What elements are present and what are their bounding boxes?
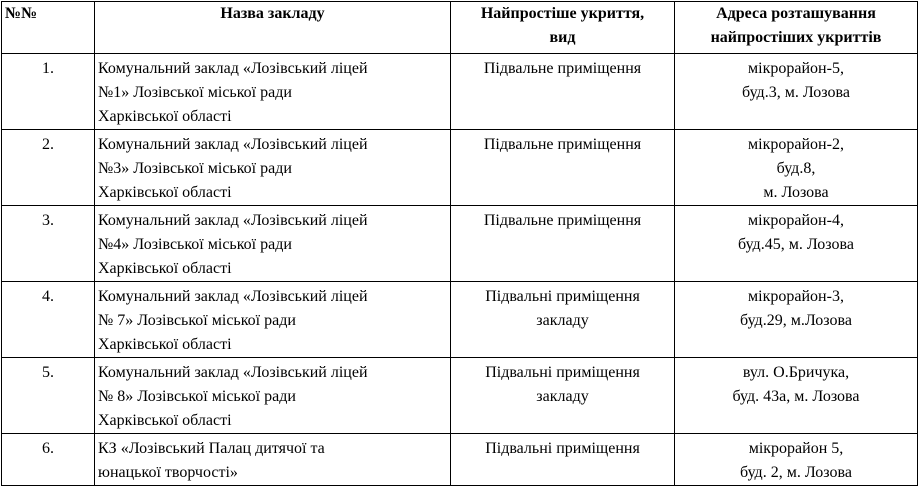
institution-name-line: Харківської області: [98, 260, 232, 277]
shelter-type-line: Підвальне приміщення: [483, 136, 642, 153]
shelter-address-line: мікрорайон-4,: [748, 212, 844, 229]
shelter-address-line: вул. О.Бричука,: [742, 364, 850, 381]
row-number: 3.: [2, 206, 95, 282]
table-row: [2, 130, 918, 206]
institution-name: [95, 434, 451, 486]
institution-name: [95, 206, 451, 282]
institution-name-line: № 7» Лозівської міської ради: [98, 312, 296, 329]
header-shelter-type-line1: Найпростіше укриття,: [480, 5, 645, 22]
row-number: 4.: [2, 282, 95, 358]
shelter-address-line: буд.45, м. Лозова: [738, 236, 854, 253]
header-address: [675, 2, 918, 54]
shelter-type: [451, 206, 675, 282]
shelter-type-line: закладу: [536, 312, 589, 329]
shelter-type-line: Підвальні приміщення: [485, 288, 640, 305]
institution-name-line: КЗ «Лозівський Палац дитячої та: [98, 440, 325, 457]
shelter-address-line: мікрорайон 5,: [748, 440, 844, 457]
institution-name: [95, 358, 451, 434]
shelter-address: [675, 206, 918, 282]
shelter-address: [675, 282, 918, 358]
shelter-type-line: Підвальні приміщення: [485, 440, 640, 457]
institution-name: [95, 54, 451, 130]
institution-name-line: юнацької творчості»: [98, 464, 238, 481]
shelter-type-line: Підвальне приміщення: [483, 212, 642, 229]
shelter-address-line: буд. 43а, м. Лозова: [732, 388, 860, 405]
shelter-type: [451, 358, 675, 434]
shelter-address: [675, 54, 918, 130]
shelter-address-line: буд.3, м. Лозова: [742, 84, 850, 101]
institution-name-line: № 8» Лозівської міської ради: [98, 388, 296, 405]
institution-name-line: Комунальний заклад «Лозівський ліцей: [98, 212, 368, 229]
shelter-type: [451, 130, 675, 206]
institution-name-line: Харківської області: [98, 184, 232, 201]
shelter-address-line: буд.29, м.Лозова: [740, 312, 852, 329]
row-number: 2.: [2, 130, 95, 206]
shelters-table: [1, 1, 918, 486]
institution-name-line: Комунальний заклад «Лозівський ліцей: [98, 288, 368, 305]
shelter-type: [451, 282, 675, 358]
institution-name-line: Харківської області: [98, 108, 232, 125]
shelter-type-line: закладу: [536, 388, 589, 405]
shelter-address: [675, 130, 918, 206]
institution-name-line: Комунальний заклад «Лозівський ліцей: [98, 364, 368, 381]
shelter-address-line: м. Лозова: [763, 184, 829, 201]
institution-name-line: Комунальний заклад «Лозівський ліцей: [98, 60, 368, 77]
table-row: [2, 358, 918, 434]
shelter-address-line: мікрорайон-3,: [748, 288, 844, 305]
institution-name-line: №4» Лозівської міської ради: [98, 236, 292, 253]
table-row: [2, 282, 918, 358]
header-shelter-type-line2: вид: [549, 29, 576, 46]
institution-name-line: Харківської області: [98, 412, 232, 429]
shelter-address-line: буд. 2, м. Лозова: [740, 464, 852, 481]
institution-name: [95, 282, 451, 358]
institution-name: [95, 130, 451, 206]
row-number: 6.: [2, 434, 95, 486]
institution-name-line: №1» Лозівської міської ради: [98, 84, 292, 101]
shelter-type-line: Підвальні приміщення: [485, 364, 640, 381]
header-row: [2, 2, 918, 54]
shelter-type: [451, 54, 675, 130]
shelter-type-line: Підвальне приміщення: [483, 60, 642, 77]
shelter-type: [451, 434, 675, 486]
shelter-address-line: мікрорайон-5,: [748, 60, 844, 77]
header-number: №№: [2, 2, 95, 54]
shelter-address-line: буд.8,: [776, 160, 816, 177]
header-name: Назва закладу: [95, 2, 451, 54]
row-number: 5.: [2, 358, 95, 434]
header-address-line1: Адреса розташування: [716, 5, 876, 22]
shelter-address: [675, 434, 918, 486]
table-row: [2, 54, 918, 130]
institution-name-line: Харківської області: [98, 336, 232, 353]
header-address-line2: найпростіших укриттів: [710, 29, 882, 46]
header-shelter-type: [451, 2, 675, 54]
table-row: [2, 434, 918, 486]
shelter-address: [675, 358, 918, 434]
shelter-address-line: мікрорайон-2,: [748, 136, 844, 153]
table-row: [2, 206, 918, 282]
institution-name-line: №3» Лозівської міської ради: [98, 160, 292, 177]
institution-name-line: Комунальний заклад «Лозівський ліцей: [98, 136, 368, 153]
row-number: 1.: [2, 54, 95, 130]
